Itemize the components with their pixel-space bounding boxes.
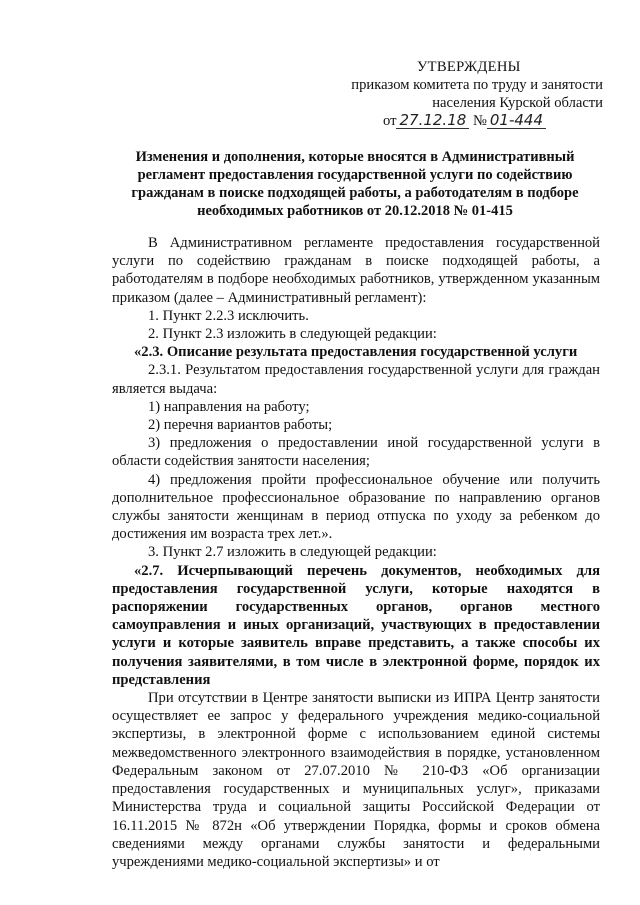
approval-line-2: населения Курской области	[432, 95, 603, 111]
document-heading: Изменения и дополнения, которые вносятся в Административный регламент предоставления государственной услуги по содействию гражданам в поиске подходящей работы, а работодателям в подборе необходимых работников от 20.12.2018 № 01-415	[131, 149, 579, 219]
approval-title: УТВЕРЖДЕНЫ	[417, 59, 521, 75]
section-2-3-heading: «2.3. Описание результата предоставления государственной услуги	[134, 344, 578, 361]
approval-stamp-block	[325, 58, 615, 130]
result-item-1: 1) направления на работу;	[148, 398, 310, 415]
date-prefix: от	[383, 113, 397, 129]
list-item-1: 1. Пункт 2.2.3 исключить.	[148, 307, 309, 324]
list-item-2: 2. Пункт 2.3 изложить в следующей редакции:	[148, 326, 437, 343]
handwritten-date: 27.12.18	[396, 112, 469, 129]
handwritten-number: 01-444	[487, 112, 546, 129]
number-prefix: №	[472, 113, 487, 129]
intro-paragraph: В Административном регламенте предоставления государственной услуги по содействию гражданам в поиске подходящей работы, а работодателям в подборе необходимых работников, утвержденном указанным приказом (далее – Административный регламент):	[112, 235, 600, 306]
result-item-4: 4) предложения пройти профессиональное обучение или получить дополнительное профессиональное образование по направлению органов службы занятости женщинам в период отпуска по уходу за ребенком до достижения им возраста трех лет.».	[112, 471, 600, 543]
result-item-2: 2) перечня вариантов работы;	[148, 417, 333, 434]
section-2-7-heading: «2.7. Исчерпывающий перечень документов, необходимых для предоставления государственной услуги, которые находятся в распоряжении государственных органов, органов местного самоуправления и иных организаций, участвующих в предоставлении услуги и которые заявитель вправе представить, а также способы их получения заявителями, в том числе в электронной форме, порядок их представления	[112, 562, 600, 688]
approval-date-line	[325, 112, 615, 130]
closing-paragraph: При отсутствии в Центре занятости выписки из ИПРА Центр занятости осуществляет ее запрос у федерального учреждения медико-социальной экспертизы, в электронной форме с использованием единой системы межведомственного электронного взаимодействия в порядке, установленном Федеральным законом от 27.07.2010 № 210-ФЗ «Об организации предоставления государственных и муниципальных услуг», приказами Министерства труда и социальной защиты Российской Федерации от 16.11.2015 № 872н «Об утверждении Порядка, формы и сроков обмена сведениями между органами службы занятости и федеральными учреждениями медико-социальной экспертизы» и от	[112, 690, 600, 870]
approval-line-1: приказом комитета по труду и занятости	[351, 77, 603, 93]
list-item-3: 3. Пункт 2.7 изложить в следующей редакции:	[148, 544, 437, 561]
result-item-3: 3) предложения о предоставлении иной государственной услуги в области содействия занятости населения;	[112, 435, 600, 470]
paragraph-2-3-1: 2.3.1. Результатом предоставления государственной услуги для граждан является выдача:	[112, 362, 600, 397]
document-body	[112, 234, 600, 871]
